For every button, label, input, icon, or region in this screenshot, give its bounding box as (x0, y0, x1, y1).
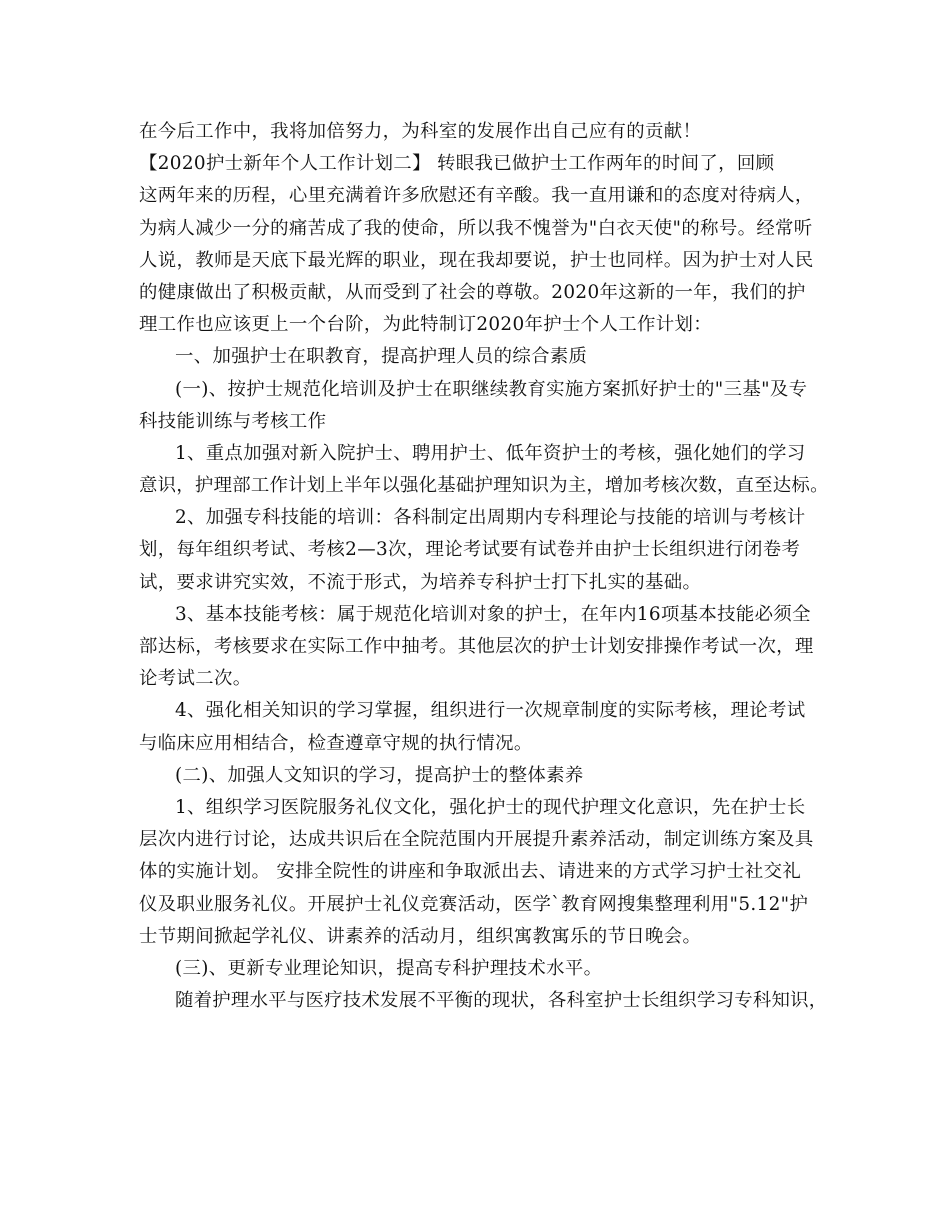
text-line: 与临床应用相结合，检查遵章守规的执行情况。 (139, 732, 533, 754)
text-line: (二)、加强人文知识的学习，提高护士的整体素养 (175, 764, 584, 786)
text-line: 试，要求讲究实效，不流于形式，为培养专科护士打下扎实的基础。 (139, 571, 702, 593)
text-line: 士节期间掀起学礼仪、讲素养的活动月，组织寓教寓乐的节日晚会。 (139, 925, 702, 947)
text-line: 部达标，考核要求在实际工作中抽考。其他层次的护士计划安排操作考试一次，理 (139, 636, 814, 657)
text-line: 论考试二次。 (139, 668, 252, 690)
text-line: 4、强化相关知识的学习掌握，组织进行一次规章制度的实际考核，理论考试 (175, 700, 806, 722)
text-line: 【2020护士新年个人工作计划二】 转眼我已做护士工作两年的时间了，回顾 (139, 153, 775, 175)
text-line: 意识，护理部工作计划上半年以强化基础护理知识为主，增加考核次数，直至达标。 (139, 475, 829, 497)
text-line: 体的实施计划。 安排全院性的讲座和争取派出去、请进来的方式学习护士社交礼 (139, 861, 802, 883)
text-line: (一)、按护士规范化培训及护士在职继续教育实施方案抓好护士的"三基"及专 (175, 378, 808, 400)
text-line: 1、重点加强对新入院护士、聘用护士、低年资护士的考核，强化她们的学习 (175, 442, 806, 464)
text-line: 2、加强专科技能的培训：各科制定出周期内专科理论与技能的培训与考核计 (175, 507, 806, 529)
text-line: 一、加强护士在职教育，提高护理人员的综合素质 (175, 346, 588, 368)
text-line: 3、基本技能考核：属于规范化培训对象的护士，在年内16项基本技能必须全 (175, 603, 811, 625)
text-line: 这两年来的历程，心里充满着许多欣慰还有辛酸。我一直用谦和的态度对待病人， (139, 185, 814, 207)
text-line: 随着护理水平与医疗技术发展不平衡的现状，各科室护士长组织学习专科知识， (175, 990, 828, 1012)
text-line: 在今后工作中，我将加倍努力，为科室的发展作出自己应有的贡献！ (139, 121, 702, 142)
text-line: 1、组织学习医院服务礼仪文化，强化护士的现代护理文化意识，先在护士长 (175, 796, 806, 818)
text-line: (三)、更新专业理论知识，提高专科护理技术水平。 (175, 957, 603, 979)
text-line: 的健康做出了积极贡献，从而受到了社会的尊敬。2020年这新的一年，我们的护 (139, 281, 806, 303)
text-line: 仪及职业服务礼仪。开展护士礼仪竞赛活动，医学`教育网搜集整理利用"5.12"护 (139, 893, 809, 915)
text-line: 科技能训练与考核工作 (139, 410, 327, 432)
text-line: 划，每年组织考试、考核2—3次，理论考试要有试卷并由护士长组织进行闭卷考 (139, 539, 801, 561)
text-line: 人说，教师是天底下最光辉的职业，现在我却要说，护士也同样。因为护士对人民 (139, 249, 814, 271)
text-line: 层次内进行讨论，达成共识后在全院范围内开展提升素养活动，制定训练方案及具 (139, 829, 814, 851)
text-line: 理工作也应该更上一个台阶，为此特制订2020年护士个人工作计划： (139, 314, 712, 336)
text-line: 为病人减少一分的痛苦成了我的使命，所以我不愧誉为"白衣天使"的称号。经常听 (139, 217, 813, 239)
document-body (139, 116, 829, 1017)
